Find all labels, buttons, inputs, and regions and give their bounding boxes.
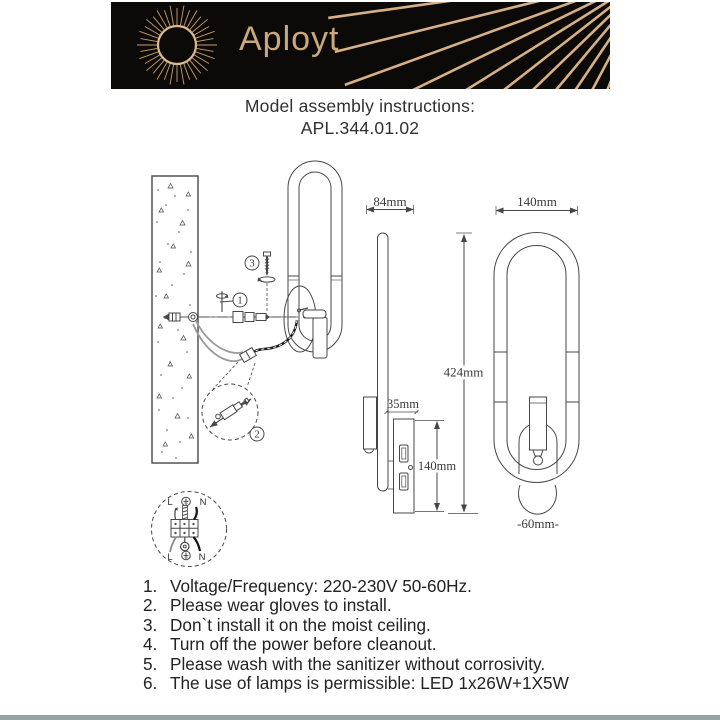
item-text: Please wash with the sanitizer without corrosivity. xyxy=(170,653,546,674)
connector-detail-view xyxy=(202,384,264,441)
list-item xyxy=(143,596,569,615)
callout-1: 1 xyxy=(237,295,243,307)
dim-side-width: 84mm xyxy=(373,194,407,209)
dim-front-width: 140mm xyxy=(517,194,557,209)
item-number: 5. xyxy=(143,653,158,674)
earth-icon xyxy=(182,551,191,560)
callout-2: 2 xyxy=(254,429,260,441)
list-item xyxy=(143,616,569,635)
instructions-list xyxy=(143,577,569,693)
item-number: 3. xyxy=(143,614,158,635)
item-text: Please wear gloves to install. xyxy=(170,595,392,616)
wires xyxy=(193,320,297,362)
item-text: Don`t install it on the moist ceiling. xyxy=(170,614,431,635)
list-item xyxy=(143,674,569,693)
terminal-label-N-top: N xyxy=(199,497,207,508)
earth-icon xyxy=(182,497,191,506)
side-view xyxy=(364,194,457,513)
terminal-label-N-bottom: N xyxy=(198,552,206,563)
item-number: 2. xyxy=(143,595,158,616)
list-item xyxy=(143,655,569,674)
rotation-callout-1 xyxy=(217,291,248,312)
terminal-label-L-bottom: L xyxy=(167,552,173,563)
terminal-block-detail xyxy=(152,492,227,567)
item-text: Voltage/Frequency: 220-230V 50-60Hz. xyxy=(170,576,472,596)
photo-edge-strip xyxy=(0,715,720,720)
sheet-title: Model assembly instructions: xyxy=(244,96,476,116)
dim-plate-depth: 35mm xyxy=(387,397,419,411)
dim-plate-height: 140mm xyxy=(417,459,457,473)
item-number: 4. xyxy=(143,634,158,655)
list-item xyxy=(143,635,569,654)
screw-callout-3 xyxy=(245,252,275,311)
dim-total-height: 424mm xyxy=(443,364,484,380)
item-text: The use of lamps is permissible: LED 1x26W+1X5W xyxy=(170,673,569,694)
item-text: Turn off the power before cleanout. xyxy=(170,634,437,655)
callout-3: 3 xyxy=(249,258,255,270)
item-number: 1. xyxy=(143,576,158,596)
dim-shade-diameter: -60mm- xyxy=(517,516,559,531)
item-number: 6. xyxy=(143,673,158,694)
terminal-label-L-top: L xyxy=(167,497,173,508)
list-item xyxy=(143,577,569,596)
brand-name: Aployt xyxy=(239,20,340,58)
front-view xyxy=(494,194,579,531)
model-number: APL.344.01.02 xyxy=(300,118,420,138)
